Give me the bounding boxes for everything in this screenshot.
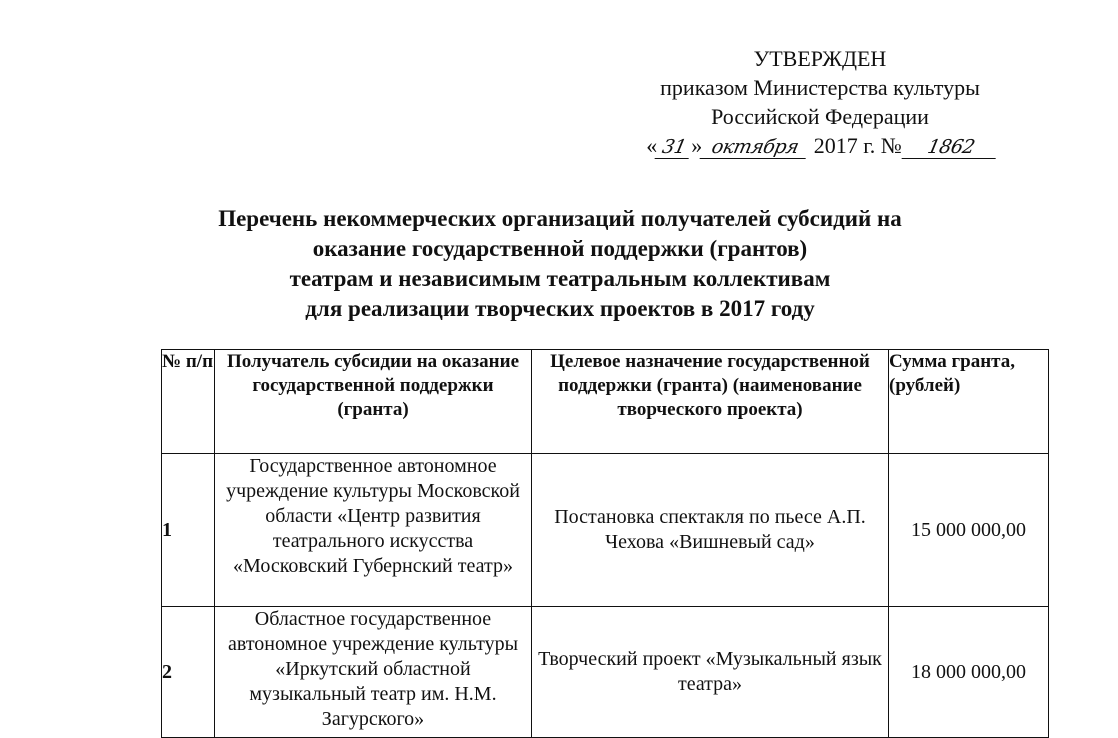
- table-header-row: [162, 350, 1049, 454]
- approval-block: [600, 44, 1040, 160]
- row-amount: 18 000 000,00: [889, 607, 1049, 738]
- document-title: [120, 204, 1000, 324]
- row-number: 1: [162, 454, 215, 607]
- handwritten-month: октября: [700, 136, 811, 159]
- handwritten-day: 31: [655, 136, 694, 159]
- header-number: № п/п: [162, 350, 215, 454]
- row-number: 2: [162, 607, 215, 738]
- title-line-3: театрам и независимым театральным коллективам: [289, 266, 831, 291]
- row-recipient: Государственное автономное учреждение культуры Московской области «Центр развития театрального искусства «Московский Губернский театр»: [215, 454, 532, 607]
- header-amount: Сумма гранта, (рублей): [889, 350, 1049, 454]
- row-purpose: Постановка спектакля по пьесе А.П. Чехова «Вишневый сад»: [532, 454, 889, 607]
- approval-line-ministry: приказом Министерства культуры: [660, 75, 980, 100]
- header-purpose: Целевое назначение государственной поддержки (гранта) (наименование творческого проекта): [532, 350, 889, 454]
- handwritten-order-number: 1862: [901, 136, 1000, 159]
- table-row: [162, 454, 1049, 607]
- header-recipient: Получатель субсидии на оказание государственной поддержки (гранта): [215, 350, 532, 454]
- row-purpose: Творческий проект «Музыкальный язык театра»: [532, 607, 889, 738]
- grants-table: [161, 349, 1049, 738]
- row-recipient: Областное государственное автономное учреждение культуры «Иркутский областной музыкальный театр им. Н.М. Загурского»: [215, 607, 532, 738]
- table-row: [162, 607, 1049, 738]
- date-year: 2017 г. №: [813, 133, 902, 158]
- date-close-quote: »: [691, 133, 703, 158]
- approval-heading: УТВЕРЖДЕН: [753, 46, 887, 71]
- row-amount: 15 000 000,00: [889, 454, 1049, 607]
- approval-line-federation: Российской Федерации: [711, 104, 929, 129]
- title-line-4: для реализации творческих проектов в 2017 году: [305, 296, 815, 321]
- title-line-2: оказание государственной поддержки (грантов): [312, 236, 808, 261]
- date-open-quote: «: [646, 133, 658, 158]
- approval-date-line: [602, 131, 1042, 160]
- title-line-1: Перечень некоммерческих организаций получателей субсидий на: [218, 206, 902, 231]
